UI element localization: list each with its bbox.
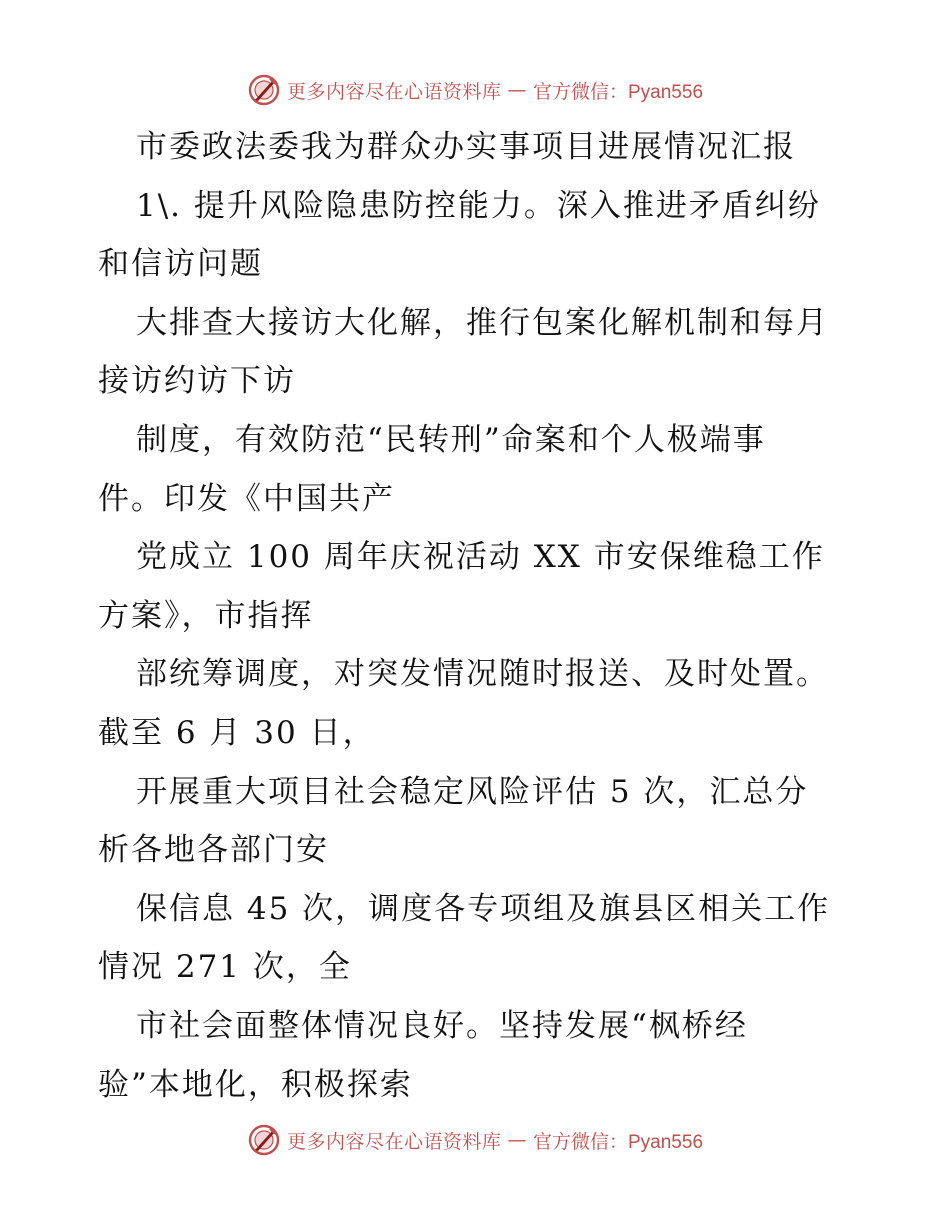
document-line: 市委政法委我为群众办实事项目进展情况汇报 [136, 129, 796, 165]
document-line: 制度，有效防范“民转刑”命案和个人极端事 [136, 421, 766, 458]
document-line: 党成立 100 周年庆祝活动 XX 市安保维稳工作 [136, 539, 825, 576]
banner-contact: 官方微信：Pyan556 [533, 1131, 704, 1153]
banner-text: 更多内容尽在心语资料库 [286, 80, 502, 103]
document-line: 方案》，市指挥 [98, 597, 314, 634]
quill-pen-logo-icon [247, 1123, 281, 1157]
banner-separator: — [507, 79, 527, 101]
banner-text: 更多内容尽在心语资料库 [286, 1130, 502, 1153]
document-line: 和信访问题 [98, 246, 263, 283]
document-line: 部统筹调度，对突发情况随时报送、及时处置。 [136, 656, 829, 693]
document-line: 开展重大项目社会稳定风险评估 5 次，汇总分 [136, 773, 809, 810]
document-line: 情况 271 次，全 [98, 949, 352, 986]
document-line: 1\. 提升风险隐患防控能力。深入推进矛盾纠纷 [136, 187, 821, 224]
header-banner [0, 70, 950, 110]
document-line: 保信息 45 次，调度各专项组及旗县区相关工作 [136, 890, 831, 927]
banner-contact: 官方微信：Pyan556 [533, 81, 704, 103]
document-line: 析各地各部门安 [98, 832, 329, 869]
document-body [98, 118, 868, 1114]
banner-separator: — [507, 1129, 527, 1151]
document-line: 市社会面整体情况良好。坚持发展“枫桥经 [136, 1007, 748, 1044]
document-line: 大排查大接访大化解，推行包案化解机制和每月 [136, 304, 829, 341]
document-line: 截至 6 月 30 日， [98, 714, 376, 751]
quill-pen-logo-icon [247, 73, 281, 107]
footer-banner [0, 1120, 950, 1160]
document-line: 件。印发《中国共产 [98, 480, 395, 517]
document-line: 接访约访下访 [98, 363, 296, 400]
document-line: 验”本地化，积极探索 [98, 1066, 413, 1103]
